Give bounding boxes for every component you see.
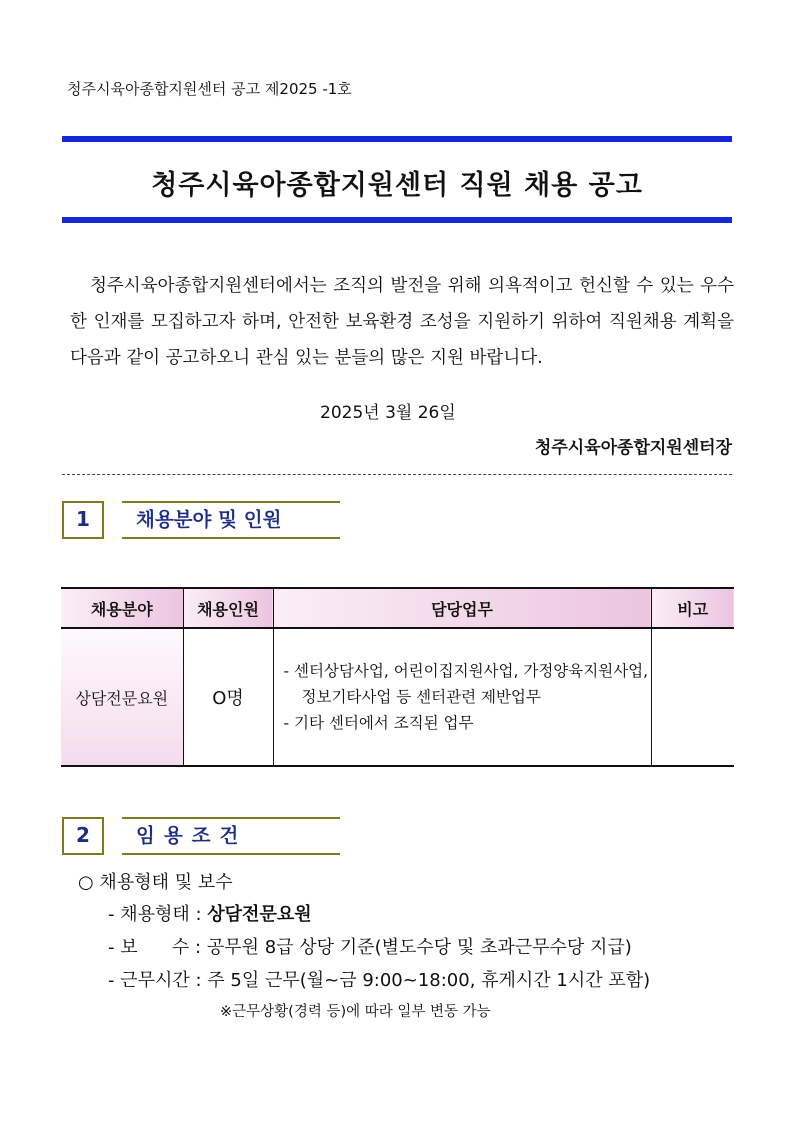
- title-top-rule: [62, 136, 732, 142]
- title-bottom-rule: [62, 217, 732, 223]
- section-2-title: 임용조건: [122, 817, 340, 855]
- duty-item: - 기타 센터에서 조직된 업무: [283, 714, 474, 732]
- intro-paragraph: [70, 268, 734, 376]
- duty-item: - 센터상담사업, 어린이집지원사업, 가정양육지원사업, 정보기타사업 등 센터관련 제반업무: [283, 662, 649, 706]
- table-row: [61, 628, 734, 766]
- cell-note: [651, 628, 734, 766]
- condition-row: [108, 966, 650, 992]
- table-header-row: [61, 588, 734, 628]
- condition-label: - 보 수 :: [108, 937, 207, 958]
- page-title: 청주시육아종합지원센터 직원 채용 공고: [151, 170, 643, 201]
- header-count: 채용인원: [183, 588, 273, 628]
- header-field: 채용분야: [61, 588, 183, 628]
- condition-value: 상담전문요원: [207, 904, 312, 925]
- condition-label: - 근무시간 :: [108, 970, 208, 991]
- header-duties: 담당업무: [273, 588, 651, 628]
- cell-count: O명: [183, 628, 273, 766]
- section-1-title: 채용분야 및 인원: [122, 501, 340, 539]
- condition-row: [108, 933, 632, 959]
- announcement-date: 2025년 3월 26일: [320, 403, 456, 423]
- cell-field: 상담전문요원: [61, 628, 183, 766]
- condition-label: - 채용형태 :: [108, 904, 208, 925]
- cell-duties: [273, 628, 651, 766]
- header-note: 비고: [651, 588, 734, 628]
- recruitment-table: [61, 587, 734, 767]
- section-2-number: 2: [62, 817, 104, 855]
- condition-value: 주 5일 근무(월~금 9:00~18:00, 휴게시간 1시간 포함): [207, 970, 651, 991]
- dashed-divider: [62, 474, 732, 475]
- condition-value: 공무원 8급 상당 기준(별도수당 및 초과근무수당 지급): [206, 937, 632, 958]
- condition-row: [108, 900, 312, 926]
- notice-number: 청주시육아종합지원센터 공고 제2025 -1호: [67, 80, 352, 98]
- conditions-note: ※근무상황(경력 등)에 따라 일부 변동 가능: [220, 1004, 491, 1020]
- section-1-number: 1: [62, 501, 104, 539]
- intro-text: 청주시육아종합지원센터에서는 조직의 발전을 위해 의욕적이고 헌신할 수 있는 우수한 인재를 모집하고자 하며, 안전한 보육환경 조성을 지원하기 위하여 직원채용 계획을 다음과 같이 공고하오니 관심 있는 분들의 많은 지원 바랍니다.: [70, 276, 734, 368]
- duty-list: [274, 658, 651, 736]
- signer: 청주시육아종합지원센터장: [534, 438, 732, 458]
- conditions-heading: ○ 채용형태 및 보수: [78, 872, 233, 893]
